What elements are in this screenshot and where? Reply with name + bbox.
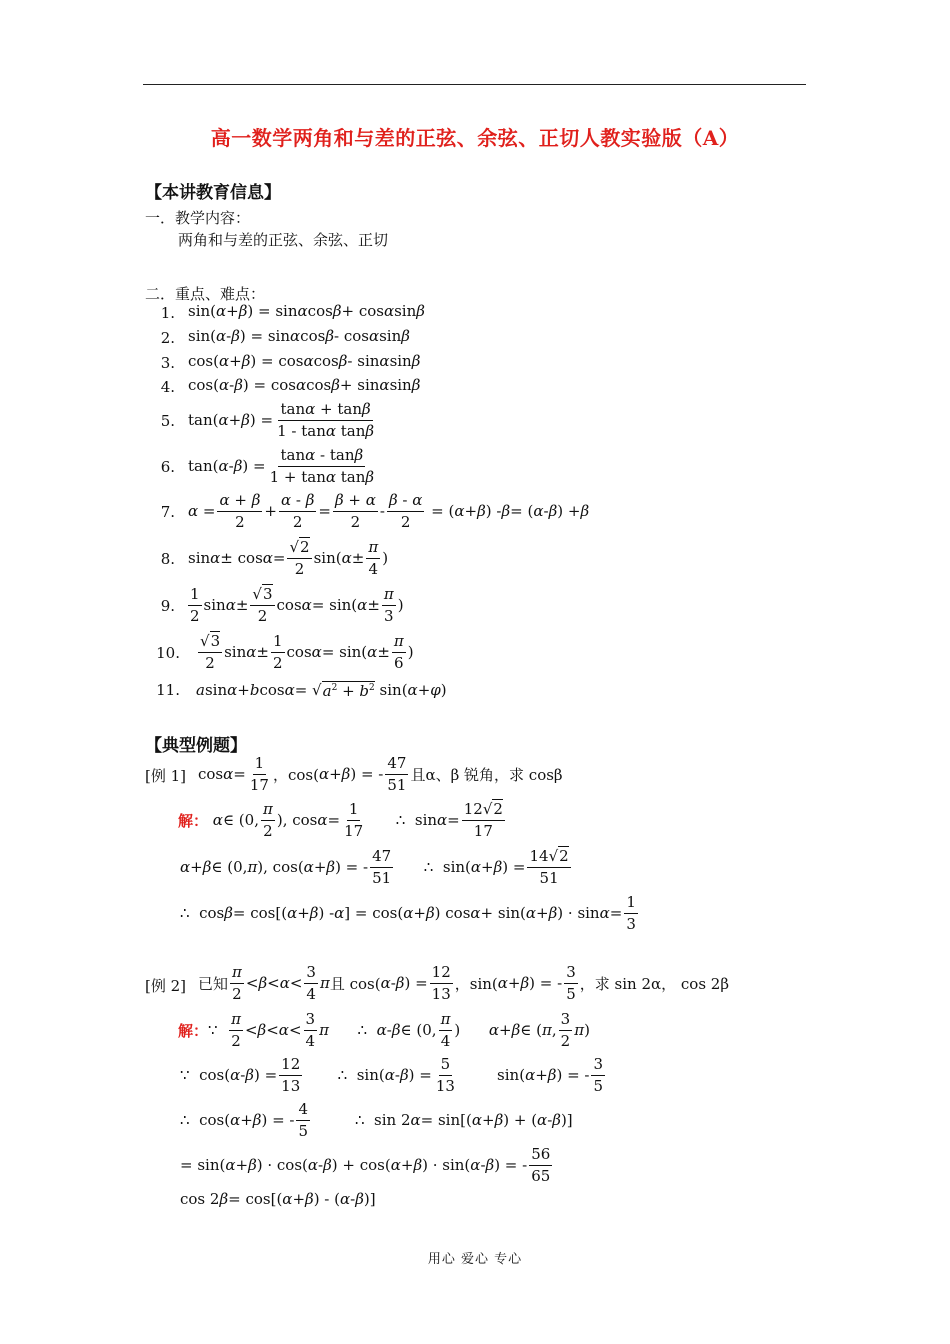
example2-step-3: ∴ cos( α + β ) = - $\frac{4}{5}$ ∴ sin 2 α = sin[( α + β ) + ( α - β )]	[180, 1099, 573, 1140]
formula-4: cos( α - β ) = cos α cos β + sin α sin β	[188, 376, 421, 394]
formula-3: cos( α + β ) = cos α cos β - sin α sin β	[188, 352, 421, 370]
formula-2: sin( α - β ) = sin α cos β - cos α sin β	[188, 327, 410, 345]
item1-label: 一．教学内容：	[145, 209, 251, 227]
example1-step-3: ∴ cos β = cos[( α + β ) - α ] = cos( α + β ) cos α + sin( α + β ) · sin α = $\frac{1}{3}$	[180, 892, 636, 933]
example2-question-tail: ，求 sin 2α， cos 2β	[579, 974, 729, 993]
formula-5: tan( α + β ) = $\frac{\tan\alpha + \tan\beta}{\text{1 - tanα tanβ}}$	[188, 399, 375, 440]
formula-number: 5.	[160, 412, 175, 430]
example1-solution-label: 解：	[178, 811, 209, 830]
formula-8: sin α ± cos α = $\frac{√2}{2}$ sin( α ± $\frac{\pi}{4}$ )	[188, 537, 389, 578]
example2-step-5: cos 2 β = cos[( α + β ) - ( α - β )]	[180, 1190, 376, 1208]
formula-10: $\frac{√3}{2}$ sin α ± $\frac{1}{2}$ cos α = sin( α ± $\frac{\pi}{6}$ )	[200, 631, 414, 672]
formula-number: 6.	[160, 458, 175, 476]
item2-label: 二．重点、难点：	[145, 285, 266, 303]
formula-6: tan( α - β ) = $\frac{\tan\alpha - \tan\beta}{\text{1 + tanα tanβ}}$	[188, 445, 375, 486]
formula-number: 7.	[160, 503, 175, 521]
example2-prefix: 已知	[198, 974, 229, 993]
formula-number: 1.	[160, 304, 175, 322]
formula-1: sin( α + β ) = sin α cos β + cos α sin β	[188, 302, 425, 320]
section-info-heading: 【本讲教育信息】	[145, 183, 281, 203]
formula-number: 8.	[160, 550, 175, 568]
formula-number: 10.	[156, 644, 180, 662]
example1-step-1: 解： α ∈ (0, $\frac{\pi}{2}$ ), cos α = $\frac{1}{17}$ ∴ sin α = $\frac{12√2}{17}$	[178, 799, 503, 840]
formula-7: α = $\frac{\alpha + \beta}{2}$ + $\frac{\alpha - \beta}{2}$ = $\frac{\beta + \alpha}{2}$ - $\frac{\beta - \alpha}{2}$ = ( α + β ) - β = ( α - β ) + β	[188, 490, 590, 531]
example2-question: 已知 $\frac{\pi}{2}$ < β < α < $\frac{3}{4}$ π 且 cos( α - β ) = $\frac{12}{13}$ ，sin( α + β ) = - $\frac{3}{5}$ ，求 sin 2α， cos 2β	[198, 962, 729, 1003]
example2-step-2: ∵ cos( α - β ) = $\frac{12}{13}$ ∴ sin( α - β ) = $\frac{5}{13}$ sin( α + β ) = - $\frac{3}{5}$	[180, 1054, 604, 1095]
example2-label: [例 2]	[145, 977, 187, 995]
header-rule	[143, 84, 806, 85]
example2-solution-label: 解：	[178, 1021, 209, 1040]
example2-step-1: 解： ∵ $\frac{\pi}{2}$ < β < α < $\frac{3}{4}$ π ∴ α - β ∈ (0, $\frac{\pi}{4}$ ) α + β ∈ ( π , $\frac{3}{2}$ π )	[178, 1009, 590, 1050]
page-title: 高一数学两角和与差的正弦、余弦、正切人教实验版（A）	[210, 126, 740, 150]
formula-number: 11.	[156, 681, 180, 699]
section-examples-heading: 【典型例题】	[145, 736, 247, 756]
formula-number: 3.	[160, 354, 175, 372]
example1-question: cos α = $\frac{1}{17}$ ，cos( α + β ) = - $\frac{47}{51}$ 且α、β 锐角，求 cosβ	[198, 753, 563, 794]
formula-number: 2.	[160, 329, 175, 347]
formula-number: 4.	[160, 378, 175, 396]
formula-11: a sin α + b cos α = √ $a^2 + b^2$ sin( α + φ )	[196, 681, 447, 700]
example1-step-2: α + β ∈ (0, π ), cos( α + β ) = - $\frac{47}{51}$ ∴ sin( α + β ) = $\frac{14√2}{51}$	[180, 846, 569, 887]
formula-9: $\frac{1}{2}$ sin α ± $\frac{√3}{2}$ cos α = sin( α ± $\frac{\pi}{3}$ )	[190, 584, 404, 625]
example2-step-4: = sin( α + β ) · cos( α - β ) + cos( α + β ) · sin( α - β ) = - $\frac{56}{65}$	[180, 1144, 551, 1185]
item1-text: 两角和与差的正弦、余弦、正切	[178, 231, 389, 249]
example1-label: [例 1]	[145, 767, 187, 785]
formula-number: 9.	[160, 597, 175, 615]
example1-question-tail: 且α、β 锐角，求 cosβ	[410, 765, 563, 784]
page-footer: 用心 爱心 专心	[427, 1252, 523, 1267]
